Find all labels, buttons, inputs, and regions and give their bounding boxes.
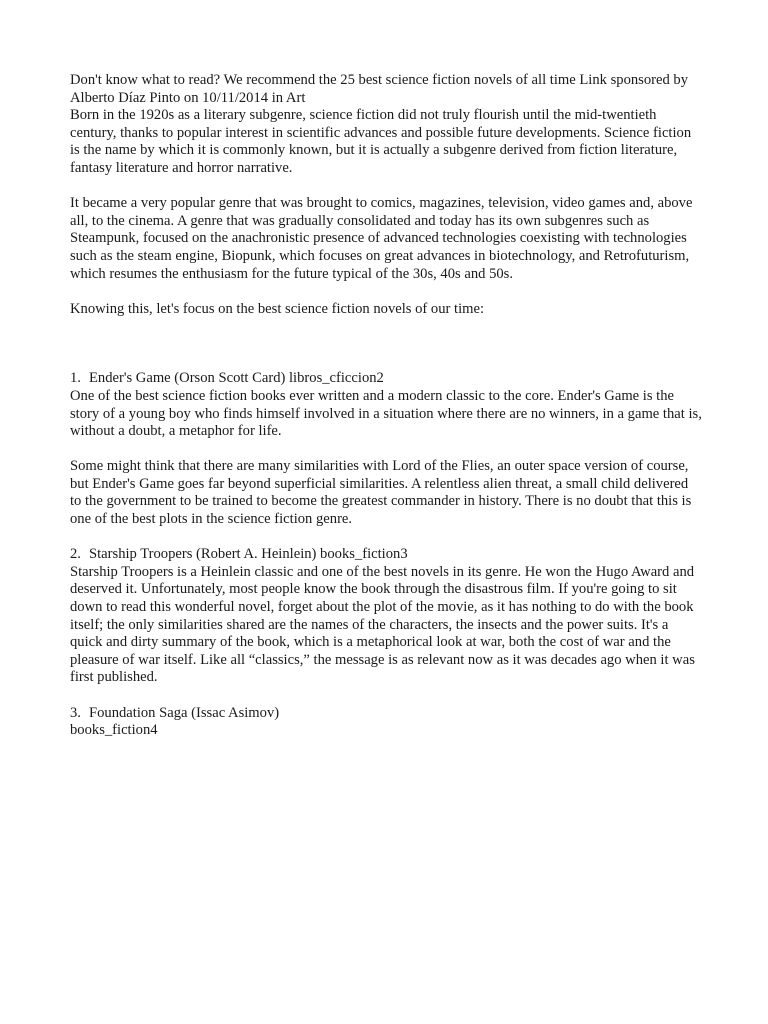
intro-header-line: Don't know what to read? We recommend the 25 best science fiction novels of all time Link sponsored by Alberto Díaz Pinto on 10/11/2014 in Art [70,72,689,106]
intro-paragraph-2: It became a very popular genre that was brought to comics, magazines, television, video games and, above all, to the cinema. A genre that was gradually consolidated and today has its own subgenres such as Steampunk, focused on the anachronistic presence of advanced technologies coexisting with technologies such as the steam engine, Biopunk, which focuses on great advances in biotechnology, and Retrofuturism, which resumes the enthusiasm for the future typical of the 30s, 40s and 50s. [70,195,693,282]
book-title: Ender's Game (Orson Scott Card) libros_cficcion2 [89,370,384,387]
book-image-label: books_fiction4 [70,722,158,739]
book-number: 3. [70,704,81,721]
book-heading [70,370,702,388]
book-title: Starship Troopers (Robert A. Heinlein) books_fiction3 [89,546,408,563]
book-number: 2. [70,546,81,563]
book-paragraph: Some might think that there are many similarities with Lord of the Flies, an outer space version of course, but Ender's Game goes far beyond superficial similarities. A relentless alien threat, a small child delivered to the government to be trained to become the greatest commander in history. There is no doubt that this is one of the best plots in the science fiction genre. [70,458,692,528]
intro-paragraph-3: Knowing this, let's focus on the best science fiction novels of our time: [70,300,485,317]
book-title: Foundation Saga (Issac Asimov) [89,704,280,721]
book-paragraph: Starship Troopers is a Heinlein classic and one of the best novels in its genre. He won the Hugo Award and deserved it. Unfortunately, most people know the book through the disastrous film. If you're going to sit down to read this wonderful novel, forget about the plot of the movie, as it has nothing to do with the book itself; the only similarities shared are the names of the characters, the insects and the power suits. It's a quick and dirty summary of the book, which is a metaphorical look at war, both the cost of war and the pleasure of war itself. Like all “classics,” the message is as relevant now as it was decades ago when it was first published. [70,563,695,686]
book-paragraph: One of the best science fiction books ever written and a modern classic to the core. Ender's Game is the story of a young boy who finds himself involved in a situation where there are no winners, in a game that is, without a doubt, a metaphor for life. [70,387,702,440]
book-entry-1 [70,370,702,528]
book-entry-2 [70,546,702,687]
intro-paragraph-1: Born in the 1920s as a literary subgenre, science fiction did not truly flourish until the mid-twentieth century, thanks to popular interest in scientific advances and possible future developments. Science fiction is the name by which it is commonly known, but it is actually a subgenre derived from fiction literature, fantasy literature and horror narrative. [70,107,692,176]
book-heading [70,546,702,564]
book-number: 1. [70,370,81,387]
book-entry-3 [70,705,702,740]
document-page [70,72,702,740]
book-heading [70,705,702,723]
